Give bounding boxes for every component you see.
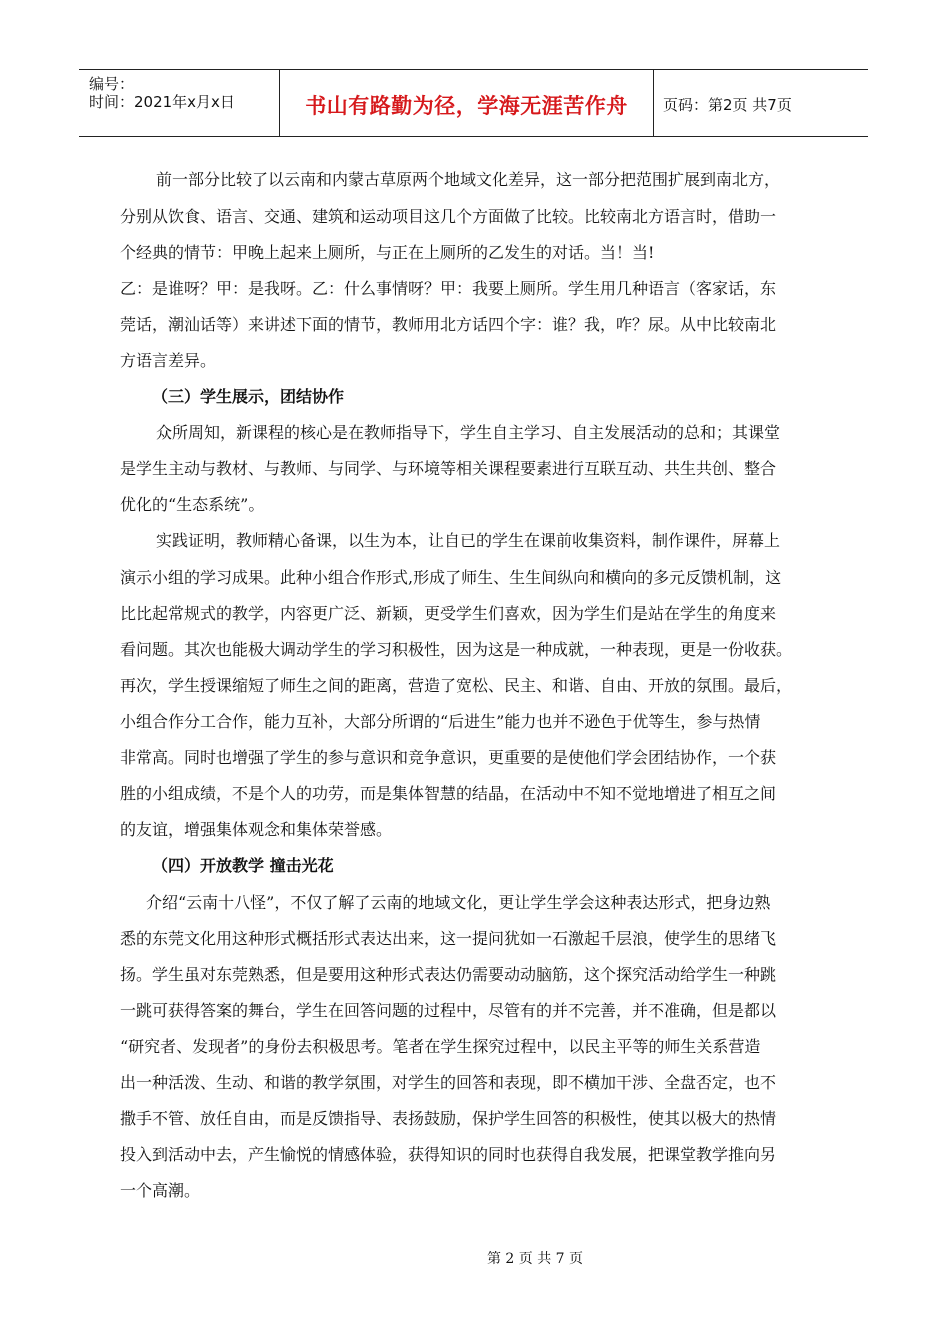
paragraph-1-line-2: 分别从饮食、语言、交通、建筑和运动项目这几个方面做了比较。比较南北方语言时，借助一 <box>120 207 777 226</box>
paragraph-2-line-3: 优化的“生态系统”。 <box>120 495 265 514</box>
paragraph-3-line-7: 非常高。同时也增强了学生的参与意识和竞争意识，更重要的是使他们学会团结协作，一个获 <box>120 748 777 767</box>
header-page-cell <box>654 70 868 136</box>
document-header <box>79 69 868 137</box>
paragraph-1-line-5: 莞话，潮汕话等）来讲述下面的情节，教师用北方话四个字：谁？我，咋？尿。从中比较南北 <box>120 315 777 334</box>
paragraph-3-line-4: 看问题。其次也能极大调动学生的学习积极性，因为这是一种成就，一种表现，更是一份收获。 <box>120 640 793 659</box>
paragraph-3-line-3: 比比起常规式的教学，内容更广泛、新颖，更受学生们喜欢，因为学生们是站在学生的角度来 <box>120 604 777 623</box>
paragraph-3-line-2: 演示小组的学习成果。此种小组合作形式,形成了师生、生生间纵向和横向的多元反馈机制，这 <box>120 568 782 587</box>
time-label: 时间：2021年x月x日 <box>89 93 235 111</box>
paragraph-3-line-1: 实践证明，教师精心备课，以生为本，让自已的学生在课前收集资料，制作课件，屏幕上 <box>156 531 781 550</box>
paragraph-4-line-6: 出一种活泼、生动、和谐的教学氛围，对学生的回答和表现，即不横加干涉、全盘否定，也不 <box>120 1073 777 1092</box>
section-heading-3: （三）学生展示，团结协作 <box>152 387 345 406</box>
paragraph-4-line-3: 扬。学生虽对东莞熟悉，但是要用这种形式表达仍需要动动脑筋，这个探究活动给学生一种跳 <box>120 965 777 984</box>
section-heading-4: （四）开放教学 撞击光花 <box>152 856 334 875</box>
header-motto-cell <box>280 70 654 136</box>
motto-text: 书山有路勤为径，学海无涯苦作舟 <box>305 94 628 118</box>
page-label: 页码：第2页 共7页 <box>663 96 792 114</box>
number-label: 编号： <box>89 75 135 93</box>
paragraph-4-line-1: 介绍“云南十八怪”，不仅了解了云南的地域文化，更让学生学会这种表达形式，把身边熟 <box>146 893 771 912</box>
paragraph-1-line-6: 方语言差异。 <box>120 351 217 370</box>
paragraph-1-line-1: 前一部分比较了以云南和内蒙古草原两个地域文化差异，这一部分把范围扩展到南北方， <box>156 170 781 189</box>
paragraph-4-line-9: 一个高潮。 <box>120 1181 201 1200</box>
paragraph-3-line-9: 的友谊，增强集体观念和集体荣誉感。 <box>120 820 393 839</box>
paragraph-4-line-7: 撒手不管、放任自由，而是反馈指导、表扬鼓励，保护学生回答的积极性，使其以极大的热情 <box>120 1109 777 1128</box>
paragraph-4-line-8: 投入到活动中去，产生愉悦的情感体验，获得知识的同时也获得自我发展，把课堂教学推向另 <box>120 1145 777 1164</box>
page-footer: 第 2 页 共 7 页 <box>486 1251 584 1267</box>
paragraph-1-line-4: 乙：是谁呀？甲：是我呀。乙：什么事情呀？甲：我要上厕所。学生用几种语言（客家话，东 <box>120 279 777 298</box>
paragraph-3-line-5: 再次，学生授课缩短了师生之间的距离，营造了宽松、民主、和谐、自由、开放的氛围。最后， <box>120 676 793 695</box>
paragraph-4-line-5: “研究者、发现者”的身份去积极思考。笔者在学生探究过程中，以民主平等的师生关系营造 <box>120 1037 761 1056</box>
paragraph-2-line-2: 是学生主动与教材、与教师、与同学、与环境等相关课程要素进行互联互动、共生共创、整合 <box>120 459 777 478</box>
paragraph-4-line-2: 悉的东莞文化用这种形式概括形式表达出来，这一提问犹如一石激起千层浪，使学生的思绪飞 <box>120 929 777 948</box>
paragraph-4-line-4: 一跳可获得答案的舞台，学生在回答问题的过程中，尽管有的并不完善，并不准确，但是都以 <box>120 1001 777 1020</box>
paragraph-2-line-1: 众所周知，新课程的核心是在教师指导下，学生自主学习、自主发展活动的总和；其课堂 <box>156 423 781 442</box>
paragraph-1-line-3: 个经典的情节：甲晚上起来上厕所，与正在上厕所的乙发生的对话。当！当! <box>120 243 655 262</box>
paragraph-3-line-6: 小组合作分工合作，能力互补，大部分所谓的“后进生”能力也并不逊色于优等生，参与热情 <box>120 712 761 731</box>
paragraph-3-line-8: 胜的小组成绩，不是个人的功劳，而是集体智慧的结晶，在活动中不知不觉地增进了相互之间 <box>120 784 777 803</box>
header-info-cell <box>79 70 280 136</box>
